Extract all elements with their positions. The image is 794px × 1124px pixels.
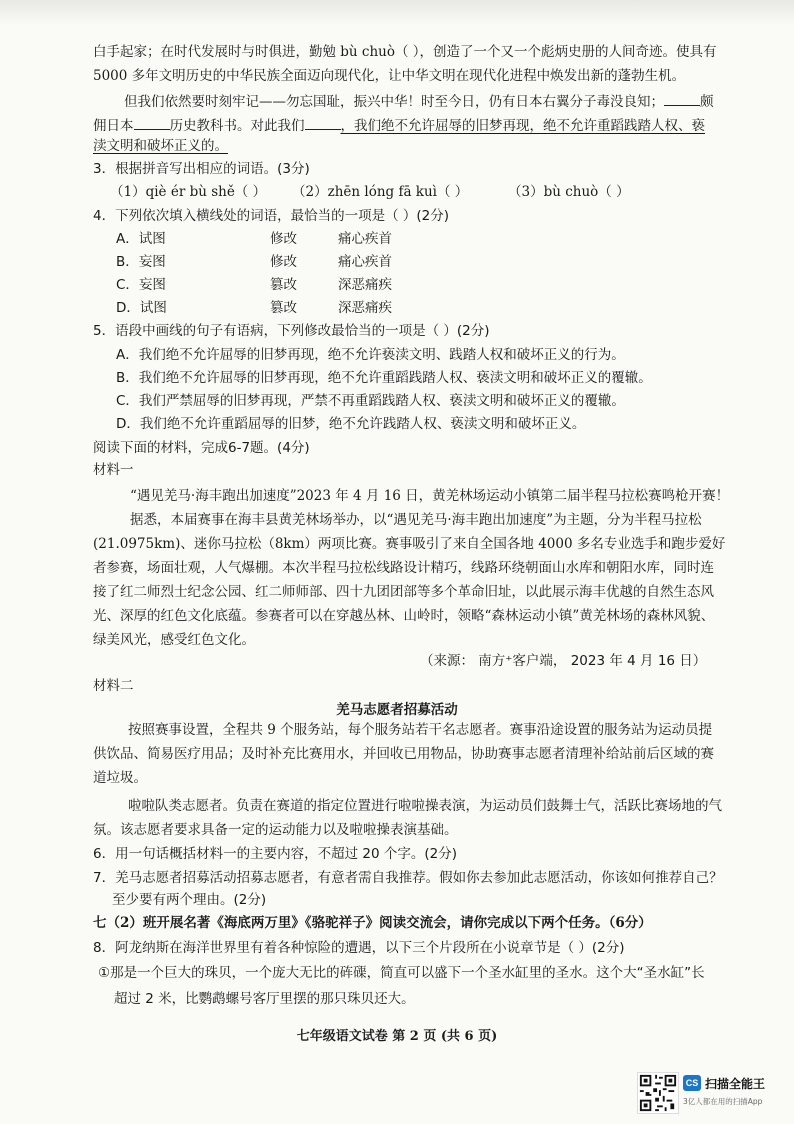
blank-2[interactable] [134,115,170,130]
q7-stem-line-2: 至少要有两个理由。(2分) [112,892,267,908]
camscanner-name: 扫描全能王 [705,1077,766,1091]
camscanner-logo-icon: CS [683,1075,701,1091]
passage-line-2: 5000 多年文明历史的中华民族全面迈向现代化，让中华文明在现代化进程中焕发出新的蓬勃生机。 [93,68,686,84]
passage-line-5: 渎文明和破坏正义的。 [93,138,228,154]
material-1-title: 材料一 [93,462,134,478]
q4-option-b[interactable]: B．妄图 [116,254,166,270]
q6-stem: 6．用一句话概括材料一的主要内容，不超过 20 个字。(2分) [93,846,457,862]
q8-stem: 8．阿龙纳斯在海洋世界里有着各种惊险的遭遇，以下三个片段所在小说章节是（ ）(2分) [93,940,625,956]
blank-3[interactable] [305,115,341,130]
q4-stem: 4．下列依次填入横线处的词语，最恰当的一项是（ ）(2分) [93,208,450,224]
passage-line-3 [124,91,714,111]
q8-fragment-1-line-1: ①那是一个巨大的珠贝，一个庞大无比的砗磲，简直可以盛下一个圣水缸里的圣水。这个大“圣水缸”长 [98,965,705,981]
q4-option-a-word3: 痛心疾首 [338,231,392,247]
material-2-line-1: 按照赛事设置，全程共 9 个服务站，每个服务站若干名志愿者。赛事沿途设置的服务站为运动员提 [128,722,713,738]
material-1-line-2: 据悉，本届赛事在海丰县黄羌林场举办，以“遇见羌马·海丰跑出加速度”为主题，分为半程马拉松 [130,512,702,528]
page-footer: 七年级语文试卷 第 2 页 (共 6 页) [296,1029,498,1044]
scan-top-shadow [0,0,794,26]
material-2-line-3: 道垃圾。 [93,770,147,786]
material-1-line-6: 光、深厚的红色文化底蕴。参赛者可以在穿越丛林、山岭时，领略“森林运动小镇”黄羌林场的森林风貌、 [93,608,715,624]
q4-option-a-word2: 修改 [270,231,297,247]
q3-item-1: （1）qiè ér bù shě（ ） [110,184,267,200]
material-1-line-1: “遇见羌马·海丰跑出加速度”2023 年 4 月 16 日，黄羌林场运动小镇第二届半程马拉松赛鸣枪开赛！ [130,488,730,504]
passage-line-1: 白手起家；在时代发展时与时俱进，勤勉 bù chuò（ ），创造了一个又一个彪炳史册的人间奇迹。使具有 [93,44,717,60]
q4-option-c-word3: 深恶痛疾 [338,277,392,293]
q4-option-a[interactable]: A．试图 [116,231,166,247]
passage-text: 颇 [700,94,714,110]
q3-item-3: （3）bù chuò（ ） [508,184,630,200]
q4-option-b-word3: 痛心疾首 [338,254,392,270]
q7-stem-line-1: 7．羌马志愿者招募活动招募志愿者，有意者需自我推荐。假如你去参加此志愿活动，你该如何推荐自己？ [93,870,723,886]
section-7-stem: 七（2）班开展名著《海底两万里》《骆驼祥子》阅读交流会，请你完成以下两个任务。（6分） [93,915,652,931]
underlined-sentence: ，我们绝不允许屈辱的旧梦再现，绝不允许重蹈践踏人权、亵 [340,118,705,134]
passage-text: 但我们依然要时刻牢记——勿忘国耻，振兴中华！时至今日，仍有日本右翼分子毒没良知； [124,94,664,110]
material-1-line-5: 接了红二师烈士纪念公园、红二师师部、四十九团团部等多个革命旧址，以此展示海丰优越的自然生态风 [93,584,714,600]
q4-option-c-word2: 篡改 [270,277,297,293]
material-2-title: 材料二 [93,678,134,694]
material-1-line-7: 绿美风光，感受红色文化。 [93,632,255,648]
blank-1[interactable] [664,91,700,106]
q4-option-d-word2: 篡改 [270,300,297,316]
camscanner-tagline: 3亿人都在用的扫描App [683,1097,763,1106]
q4-option-d[interactable]: D．试图 [116,300,167,316]
q4-option-d-word3: 深恶痛疾 [338,300,392,316]
q5-option-c[interactable]: C．我们严禁屈辱的旧梦再现，严禁不再重蹈践踏人权、亵渎文明和破坏正义的覆辙。 [116,393,625,409]
material-1-line-3: (21.0975km)、迷你马拉松（8km）两项比赛。赛事吸引了来自全国各地 4000 多名专业选手和跑步爱好 [93,536,726,552]
passage-text: 历史教科书。对此我们 [169,118,305,134]
material-1-line-4: 者参赛，场面壮观，人气爆棚。本次半程马拉松线路设计精巧，线路环绕朝面山水库和朝阳水库，同时连 [93,560,714,576]
q5-option-b[interactable]: B．我们绝不允许屈辱的旧梦再现，绝不允许重蹈践踏人权、亵渎文明和破坏正义的覆辙。 [116,370,652,386]
reading-intro: 阅读下面的材料，完成6-7题。(4分) [93,440,310,456]
q4-option-b-word2: 修改 [270,254,297,270]
q3-item-2: （2）zhēn lóng fā kuì（ ） [292,184,469,200]
q8-fragment-1-line-2: 超过 2 米，比鹦鹉螺号客厅里摆的那只珠贝还大。 [114,991,415,1007]
q3-stem: 3．根据拼音写出相应的词语。(3分) [93,161,310,177]
q5-stem: 5．语段中画线的句子有语病，下列修改最恰当的一项是（ ）(2分) [93,323,490,339]
material-2-heading: 羌马志愿者招募活动 [336,702,458,718]
q5-option-d[interactable]: D．我们绝不允许重蹈屈辱的旧梦，绝不允许践踏人权、亵渎文明和破坏正义。 [116,416,586,432]
material-2-line-2: 供饮品、简易医疗用品；及时补充比赛用水，并回收已用物品，协助赛事志愿者清理补给站前后区域的赛 [93,746,714,762]
material-2-line-5: 氛。该志愿者要求具备一定的运动能力以及啦啦操表演基础。 [93,822,458,838]
material-2-line-4: 啦啦队类志愿者。负责在赛道的指定位置进行啦啦操表演，为运动员们鼓舞士气，活跃比赛场地的气 [128,798,722,814]
passage-line-4 [93,115,705,135]
material-1-source: （来源： 南方⁺客户端， 2023 年 4 月 16 日） [420,653,707,669]
qr-code-icon [637,1072,679,1114]
passage-text: 佣日本 [93,118,134,134]
q5-option-a[interactable]: A．我们绝不允许屈辱的旧梦再现，绝不允许亵渎文明、践踏人权和破坏正义的行为。 [116,347,625,363]
q4-option-c[interactable]: C．妄图 [116,277,166,293]
